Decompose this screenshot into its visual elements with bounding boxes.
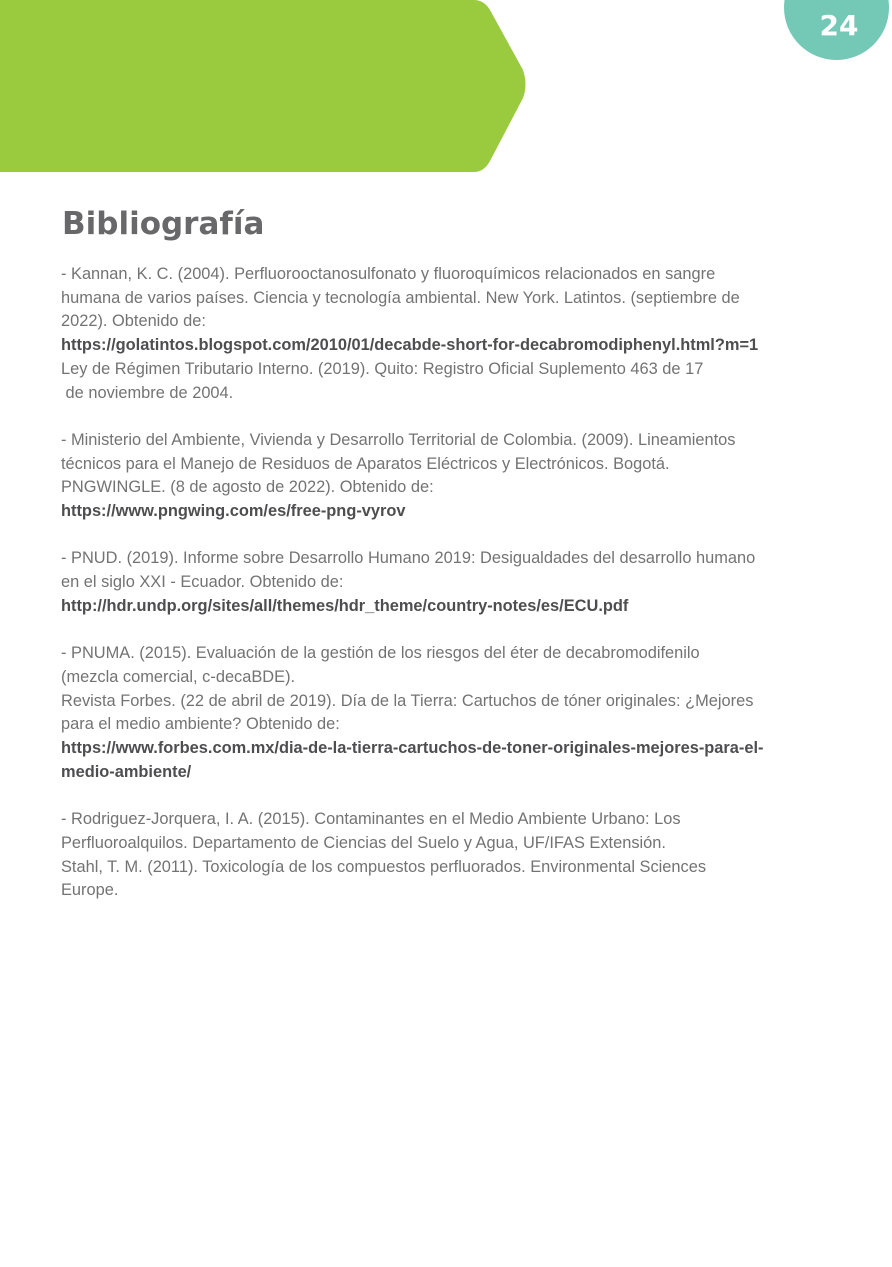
reference-line: Revista Forbes. (22 de abril de 2019). Día de la Tierra: Cartuchos de tóner originales: ¿Mejores [61,691,754,710]
bibliography-list [61,263,851,903]
reference-line: - Kannan, K. C. (2004). Perfluorooctanosulfonato y fluoroquímicos relacionados en sangre [61,265,716,283]
section-title: Bibliografía [62,206,265,242]
reference-line: humana de varios países. Ciencia y tecnología ambiental. New York. Latintos. (septiembre de [61,288,740,307]
reference-line: - PNUD. (2019). Informe sobre Desarrollo Humano 2019: Desigualdades del desarrollo humano [61,549,756,568]
reference-line: Europe. [61,881,119,900]
reference-line: PNGWINGLE. (8 de agosto de 2022). Obtenido de: [61,478,434,497]
reference-line: Ley de Régimen Tributario Interno. (2019). Quito: Registro Oficial Suplemento 463 de 17 [61,359,704,378]
reference-url-link[interactable]: medio-ambiente/ [61,762,192,781]
reference-line: Stahl, T. M. (2011). Toxicología de los compuestos perfluorados. Environmental Sciences [61,857,707,876]
reference-line: - PNUMA. (2015). Evaluación de la gestión de los riesgos del éter de decabromodifenilo [61,644,700,663]
reference-url-link[interactable]: http://hdr.undp.org/sites/all/themes/hdr_theme/country-notes/es/ECU.pdf [61,596,629,615]
reference-pnuma [61,642,851,784]
reference-url-link[interactable]: https://www.forbes.com.mx/dia-de-la-tierra-cartuchos-de-toner-originales-mejores-para-el- [61,739,764,758]
reference-line: de noviembre de 2004. [61,383,234,402]
reference-line: para el medio ambiente? Obtenido de: [61,715,340,734]
reference-line: 2022). Obtenido de: [61,312,206,331]
reference-kannan [61,263,851,405]
reference-rodriguez [61,808,851,903]
reference-line: (mezcla comercial, c-decaBDE). [61,667,296,686]
reference-ministerio [61,429,851,524]
header-banner [0,0,530,172]
reference-pnud [61,547,851,618]
reference-line: - Ministerio del Ambiente, Vivienda y Desarrollo Territorial de Colombia. (2009). Lineamientos [61,430,736,449]
reference-line: Perfluoroalquilos. Departamento de Ciencias del Suelo y Agua, UF/IFAS Extensión. [61,833,666,852]
reference-line: técnicos para el Manejo de Residuos de Aparatos Eléctricos y Electrónicos. Bogotá. [61,454,670,473]
reference-line: en el siglo XXI - Ecuador. Obtenido de: [61,573,344,592]
reference-url-link[interactable]: https://www.pngwing.com/es/free-png-vyrov [61,502,406,521]
header-arrow-shape [0,0,526,172]
reference-line: - Rodriguez-Jorquera, I. A. (2015). Contaminantes en el Medio Ambiente Urbano: Los [61,810,681,829]
reference-url-link[interactable]: https://golatintos.blogspot.com/2010/01/decabde-short-for-decabromodiphenyl.html?m=1 [61,336,759,355]
page-number: 24 [819,9,859,42]
